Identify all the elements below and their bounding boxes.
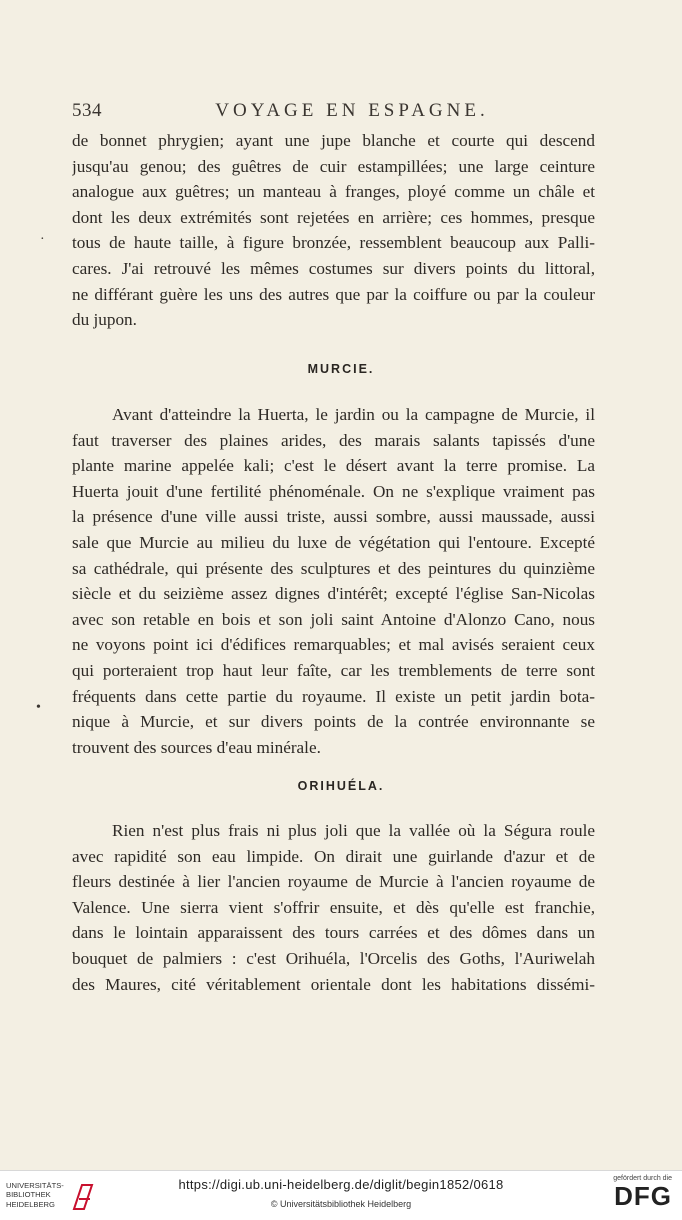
permalink-url[interactable]: https://digi.ub.uni-heidelberg.de/diglit/begin1852/0618 [178, 1177, 504, 1192]
dfg-wordmark: DFG [614, 1181, 672, 1211]
text-line: sale que Murcie au milieu du luxe de végétation qui l'entoure. Excepté [72, 532, 595, 552]
text-line: Valence. Une sierra vient s'offrir ensuite, et dès qu'elle est franchie, [72, 897, 595, 917]
text-line: fleurs destinée à lier l'ancien royaume de Murcie à l'ancien royaume de [72, 872, 595, 892]
copyright-notice: © Universitätsbibliothek Heidelberg [270, 1199, 412, 1209]
logo-text: UNIVERSITÄTS- BIBLIOTHEK HEIDELBERG [6, 1181, 64, 1209]
text-line: tous de haute taille, à figure bronzée, ressemblent beaucoup aux Palli- [72, 233, 595, 253]
dfg-logo[interactable] [608, 1175, 672, 1215]
text-line: plante marine appelée kali; c'est le désert avant la terre promise. La [72, 456, 595, 476]
text-line: dont les deux extrémités sont rejetées en arrière; ces hommes, presque [72, 207, 595, 227]
text-line: du jupon. [72, 310, 137, 330]
margin-dot: · [40, 232, 45, 247]
text-line: sa cathédrale, qui présente des sculptures et des peintures du quinzième [72, 558, 595, 578]
paragraph-murcie [72, 402, 595, 760]
paragraph-continuation [72, 128, 595, 333]
text-line: bouquet de palmiers : c'est Orihuéla, l'Orcelis des Goths, l'Auriwelah [72, 948, 595, 968]
text-line: qui porteraient trop haut leur faîte, car les tremblements de terre sont [72, 660, 595, 680]
text-line: la présence d'une ville aussi triste, aussi sombre, aussi maussade, aussi [72, 507, 595, 527]
paragraph-orihuela [72, 818, 595, 997]
text-line: de bonnet phrygien; ayant une jupe blanche et courte qui descend [72, 131, 595, 150]
text-line: des Maures, cité véritablement orientale dont les habitations dissémi- [72, 974, 595, 994]
text-line: jusqu'au genou; des guêtres de cuir estampillées; une large ceinture [72, 156, 595, 176]
page-number: 534 [72, 100, 102, 121]
text-line: ne différant guère les uns des autres que par la coiffure ou par la couleur [72, 284, 595, 304]
text-line: Rien n'est plus frais ni plus joli que la vallée où la Ségura roule [112, 821, 595, 840]
text-line: siècle et du seizième assez dignes d'intérêt; excepté l'église San-Nicolas [72, 584, 595, 604]
text-line: ne voyons point ici d'édifices remarquables; et mal avisés seraient ceux [72, 635, 595, 655]
margin-dot: • [36, 700, 41, 715]
text-line: cares. J'ai retrouvé les mêmes costumes sur divers points du littoral, [72, 258, 595, 278]
text-line: fréquents dans cette partie du royaume. Il existe un petit jardin bota- [72, 686, 595, 706]
text-line: faut traverser des plaines arides, des marais salants tapissés d'une [72, 430, 595, 450]
text-line: avec rapidité son eau limpide. On dirait une guirlande d'azur et de [72, 846, 595, 866]
viewer-footer [0, 1170, 682, 1220]
running-head [72, 100, 632, 128]
section-heading-orihuela: ORIHUÉLA. [297, 779, 385, 793]
text-line: trouvent des sources d'eau minérale. [72, 737, 321, 757]
text-line: nique à Murcie, et sur divers points de la contrée environnante se [72, 712, 595, 732]
section-heading-murcie: MURCIE. [307, 362, 375, 376]
text-line: avec son retable en bois et son joli saint Antoine d'Alonzo Cano, nous [72, 609, 595, 629]
text-line: analogue aux guêtres; un manteau à franges, ployé comme un châle et [72, 182, 595, 202]
running-title: VOYAGE EN ESPAGNE. [215, 100, 489, 121]
dfg-caption: gefördert durch die [613, 1175, 672, 1182]
text-line: dans le lointain apparaissent des tours carrées et des dômes dans un [72, 923, 595, 943]
text-line: Huerta jouit d'une fertilité phénoménale. On ne s'explique vraiment pas [72, 481, 595, 501]
text-line: Avant d'atteindre la Huerta, le jardin ou la campagne de Murcie, il [112, 405, 595, 424]
